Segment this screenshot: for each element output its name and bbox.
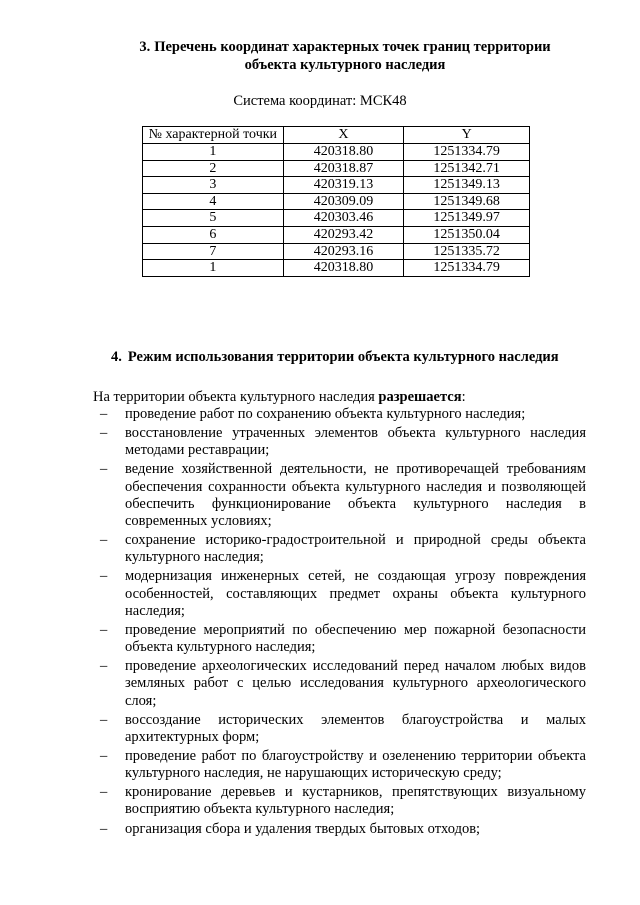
y-cell: 1251349.97 (404, 210, 530, 227)
x-cell: 420293.42 (283, 226, 404, 243)
list-item (93, 712, 586, 746)
intro-paragraph (93, 388, 466, 406)
point-number-cell: 7 (143, 243, 284, 260)
list-item-text: проведение работ по благоустройству и озеленению территории объекта культурного наследия, не нарушающих историческую среду; (125, 747, 586, 782)
dash-bullet: – (100, 658, 108, 675)
list-item (93, 461, 586, 530)
x-cell: 420318.87 (283, 160, 404, 177)
table-row (143, 193, 530, 210)
dash-bullet: – (100, 461, 108, 478)
section-3-heading (110, 38, 580, 74)
list-item (93, 622, 586, 656)
point-number-cell: 2 (143, 160, 284, 177)
header-x: X (283, 127, 404, 144)
y-cell: 1251342.71 (404, 160, 530, 177)
x-cell: 420318.80 (283, 260, 404, 277)
list-item (93, 784, 586, 818)
list-item-text: кронирование деревьев и кустарников, препятствующих визуальному восприятию объекта культурного наследия; (125, 784, 586, 818)
dash-bullet: – (100, 425, 108, 442)
x-cell: 420319.13 (283, 177, 404, 194)
table-row (143, 160, 530, 177)
coordinates-table (142, 126, 530, 277)
dash-bullet: – (100, 532, 108, 549)
section-4-title: Режим использования территории объекта культурного наследия (127, 349, 559, 365)
list-item-text: проведение мероприятий по обеспечению мер пожарной безопасности объекта культурного наследия; (125, 621, 586, 656)
x-cell: 420293.16 (283, 243, 404, 260)
y-cell: 1251350.04 (404, 226, 530, 243)
y-cell: 1251334.79 (404, 144, 530, 161)
table-row (143, 243, 530, 260)
point-number-cell: 1 (143, 144, 284, 161)
list-item-text: модернизация инженерных сетей, не создающая угрозу повреждения особенностей, составляющих предмет охраны объекта культурного наследия; (125, 568, 586, 619)
list-item (93, 748, 586, 782)
point-number-cell: 1 (143, 260, 284, 277)
list-item-text: проведение работ по сохранению объекта культурного наследия; (125, 406, 526, 422)
y-cell: 1251335.72 (404, 243, 530, 260)
intro-text: На территории объекта культурного наследия (93, 389, 379, 405)
list-item-text: воссоздание исторических элементов благоустройства и малых архитектурных форм; (125, 711, 586, 745)
list-item (93, 406, 586, 423)
intro-suffix: : (461, 389, 466, 405)
header-y: Y (404, 127, 530, 144)
list-item (93, 568, 586, 620)
point-number-cell: 5 (143, 210, 284, 227)
section-3-title-line-2: объекта культурного наследия (244, 57, 446, 73)
table-row (143, 210, 530, 227)
list-item-text: организация сбора и удаления твердых бытовых отходов; (125, 820, 481, 837)
table-row (143, 260, 530, 277)
dash-bullet: – (100, 711, 108, 728)
header-point-number: № характерной точки (143, 127, 284, 144)
section-3-title-line-1 (110, 38, 580, 56)
y-cell: 1251349.68 (404, 193, 530, 210)
table-row (143, 226, 530, 243)
dash-bullet: – (100, 747, 108, 764)
list-item (93, 532, 586, 566)
x-cell: 420309.09 (283, 193, 404, 210)
list-item (93, 821, 586, 838)
list-item (93, 425, 586, 459)
list-item-text: проведение археологических исследований перед началом любых видов земляных работ с целью исследования культурного археологического слоя; (125, 658, 586, 709)
y-cell: 1251349.13 (404, 177, 530, 194)
dash-bullet: – (100, 621, 108, 638)
dash-bullet: – (100, 406, 108, 422)
section-4-number: 4. (111, 349, 122, 365)
dash-bullet: – (100, 820, 108, 837)
section-4-heading (111, 348, 559, 366)
list-item-text: восстановление утраченных элементов объекта культурного наследия методами реставрации; (125, 425, 586, 459)
point-number-cell: 6 (143, 226, 284, 243)
table-header-row (143, 127, 530, 144)
x-cell: 420303.46 (283, 210, 404, 227)
section-3-title-text: Перечень координат характерных точек границ территории (154, 39, 551, 55)
allowed-activities-list (93, 406, 586, 840)
point-number-cell: 3 (143, 177, 284, 194)
dash-bullet: – (100, 568, 108, 585)
coordinate-system-label: Система координат: МСК48 (233, 93, 407, 109)
list-item (93, 658, 586, 710)
table-row (143, 177, 530, 194)
intro-bold-word: разрешается (378, 389, 462, 405)
table-row (143, 144, 530, 161)
x-cell: 420318.80 (283, 144, 404, 161)
list-item-text: ведение хозяйственной деятельности, не противоречащей требованиям обеспечения сохранности объекта культурного наследия и позволяющей обеспечить функционирование объекта культурного наследия в современных условиях; (125, 461, 586, 529)
dash-bullet: – (100, 784, 108, 801)
section-3-number: 3. (139, 39, 151, 55)
point-number-cell: 4 (143, 193, 284, 210)
list-item-text: сохранение историко-градостроительной и природной среды объекта культурного наследия; (125, 532, 586, 566)
y-cell: 1251334.79 (404, 260, 530, 277)
